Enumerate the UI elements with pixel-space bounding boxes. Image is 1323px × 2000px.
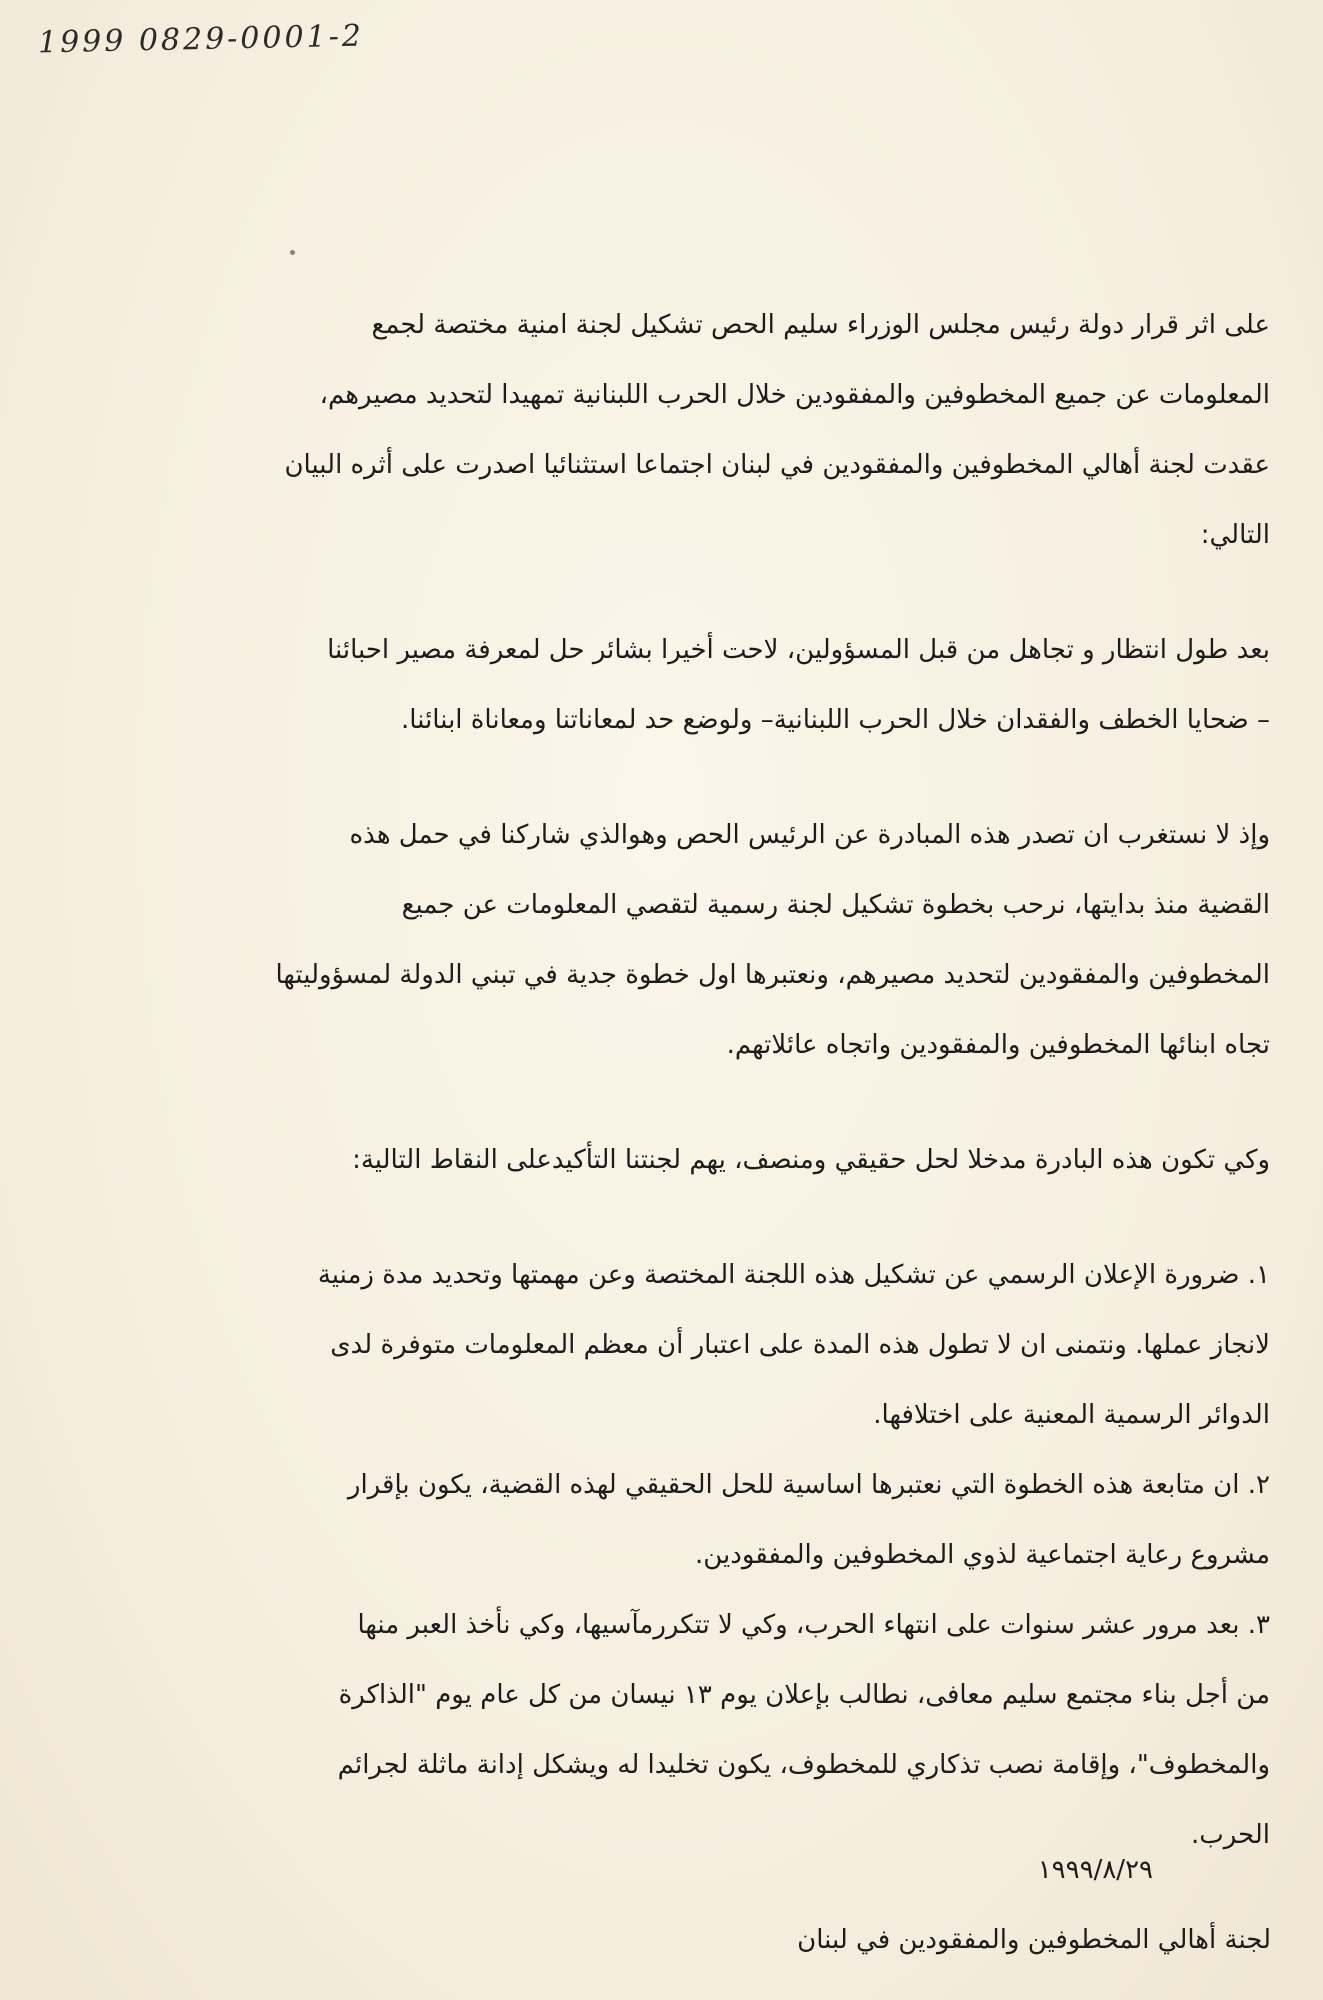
text-line: والمخطوف"، وإقامة نصب تذكاري للمخطوف، يكون تخليدا له ويشكل إدانة ماثلة لجرائم [337,1750,1270,1780]
point-1 [135,1240,1270,1450]
point-2 [135,1450,1270,1590]
paper-speck [290,250,295,255]
point-3 [135,1590,1270,1870]
text-line: المخطوفين والمفقودين لتحديد مصيرهم، ونعتبرها اول خطوة جدية في تبني الدولة لمسؤوليتها [275,960,1270,990]
text-line: تجاه ابنائها المخطوفين والمفقودين واتجاه عائلاتهم. [726,1030,1270,1060]
text-line: لانجاز عملها. ونتمنى ان لا تطول هذه المدة على اعتبار أن معظم المعلومات متوفرة لدى [330,1330,1270,1360]
text-line: التالي: [1200,520,1270,550]
text-line: عقدت لجنة أهالي المخطوفين والمفقودين في لبنان اجتماعا استثنائيا اصدرت على أثره البيان [284,450,1270,480]
statement-date: ١٩٩٩/٨/٢٩ [1037,1855,1153,1885]
committee-signature: لجنة أهالي المخطوفين والمفقودين في لبنان [797,1925,1271,1955]
archive-reference-number: 1999 0829-0001-2 [37,18,365,61]
paragraph-spacer [135,1195,1270,1240]
paragraph-spacer [135,570,1270,615]
intro-paragraph [135,290,1270,570]
text-line: القضية منذ بدايتها، نرحب بخطوة تشكيل لجنة رسمية لتقصي المعلومات عن جميع [401,890,1270,920]
text-line: – ضحايا الخطف والفقدان خلال الحرب اللبنانية– ولوضع حد لمعاناتنا ومعاناة ابنائنا. [401,705,1270,735]
text-line: من أجل بناء مجتمع سليم معافى، نطالب بإعلان يوم ١٣ نيسان من كل عام يوم "الذاكرة [338,1680,1270,1710]
paragraph-spacer [135,1080,1270,1125]
waiting-paragraph [135,615,1270,755]
text-line: على اثر قرار دولة رئيس مجلس الوزراء سليم الحص تشكيل لجنة امنية مختصة لجمع [371,310,1270,340]
welcome-paragraph [135,800,1270,1080]
text-line: المعلومات عن جميع المخطوفين والمفقودين خلال الحرب اللبنانية تمهيدا لتحديد مصيرهم، [319,380,1270,410]
text-line: مشروع رعاية اجتماعية لذوي المخطوفين والمفقودين. [694,1540,1270,1570]
text-line: الحرب. [1190,1820,1270,1850]
text-line: ١. ضرورة الإعلان الرسمي عن تشكيل هذه اللجنة المختصة وعن مهمتها وتحديد مدة زمنية [317,1260,1270,1290]
text-line: ٢. ان متابعة هذه الخطوة التي نعتبرها اساسية للحل الحقيقي لهذه القضية، يكون بإقرار [347,1470,1270,1500]
text-line: وإذ لا نستغرب ان تصدر هذه المبادرة عن الرئيس الحص وهوالذي شاركنا في حمل هذه [349,820,1270,850]
points-intro-paragraph [135,1125,1270,1195]
text-line: بعد طول انتظار و تجاهل من قبل المسؤولين، لاحت أخيرا بشائر حل لمعرفة مصير احبائنا [327,635,1270,665]
text-line: وكي تكون هذه البادرة مدخلا لحل حقيقي ومنصف، يهم لجنتنا التأكيدعلى النقاط التالية: [352,1145,1270,1175]
text-line: ٣. بعد مرور عشر سنوات على انتهاء الحرب، وكي لا تتكررمآسيها، وكي نأخذ العبر منها [357,1610,1270,1640]
statement-body [135,290,1270,1870]
text-line: الدوائر الرسمية المعنية على اختلافها. [873,1400,1270,1430]
paragraph-spacer [135,755,1270,800]
